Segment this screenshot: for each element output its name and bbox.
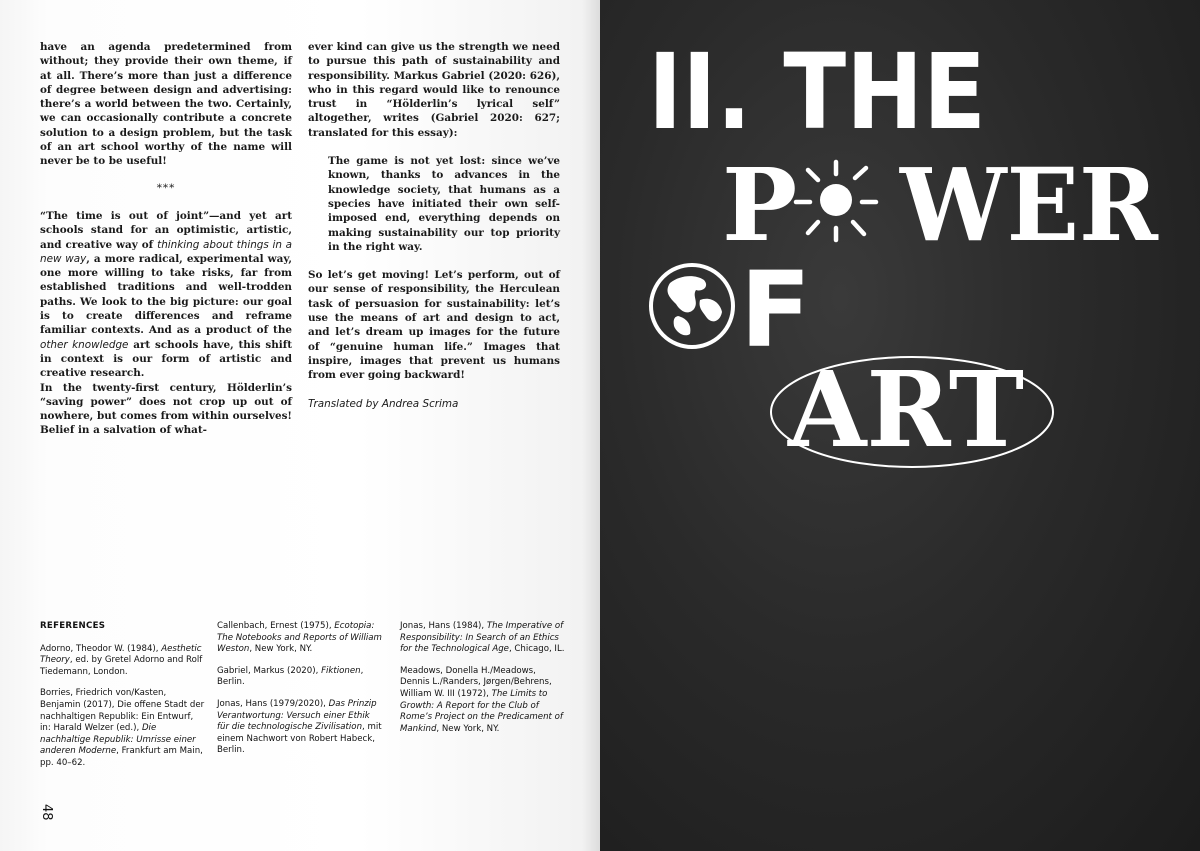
paragraph: ever kind can give us the strength we need to pursue this path of sustainability and responsibility. Markus Gabriel (2020: 626), who in this regard would like to renounce trust in “Hölderlin’s lyrical self” altogether, writes (Gabriel 2020: 627; translated for this essay): — [308, 41, 560, 139]
reference-entry: Gabriel, Markus (2020), Fiktionen, Berlin. — [217, 665, 364, 688]
title-line-3-f: F — [740, 249, 812, 371]
text-column-1 — [40, 40, 292, 438]
translator-credit: Translated by Andrea Scrima — [308, 397, 459, 410]
page-number: 48 — [39, 804, 54, 821]
text-column-2 — [308, 40, 560, 411]
references-heading: REFERENCES — [40, 621, 106, 631]
reference-entry: Meadows, Donella H./Meadows, Dennis L./Randers, Jørgen/Behrens, William W. III (1972), The Limits to Growth: A Report for the Club of Rome’s Project on the Predicament of Mankind, New York, NY. — [400, 665, 563, 734]
block-quote: The game is not yet lost: since we’ve known, thanks to advances in the knowledge society, that humans as a species have initiated their own self-imposed end, everything depends on making sustainability our top priority in the right way. — [328, 155, 560, 253]
paragraph: “The time is out of joint”—and yet art schools stand for an optimistic, artistic, and creative way of thinking about things in a new way, a more radical, experimental way, one more willing to take risks, far from established traditions and well-trodden paths. We look to the big picture: our goal is to create differences and reframe familiar contexts. And as a product of the other knowledge art schools have, this shift in context is our form of artistic and creative research. — [40, 209, 292, 380]
title-line-2-wer: WER — [899, 146, 1159, 264]
sun-icon — [796, 162, 876, 240]
reference-entry: Callenbach, Ernest (1975), Ecotopia: The Notebooks and Reports of William Weston, New York, NY. — [217, 621, 382, 655]
globe-icon — [651, 265, 733, 347]
section-divider: *** — [156, 181, 176, 194]
reference-entry: Borries, Friedrich von/Kasten, Benjamin (2017), Die offene Stadt der nachhaltigen Republik: Ein Entwurf, in: Harald Welzer (ed.), Die nachhaltige Republik: Umrisse einer anderen Moderne, Frankfurt am Main, pp. 40–62. — [40, 688, 205, 768]
title-line-4: ART — [787, 348, 1024, 471]
paragraph: So let’s get moving! Let’s perform, out of our sense of responsibility, the Herculean task of persuasion for sustainability: let’s use the means of art and design to act, and let’s dream up images for the future of “genuine human life.” Images that inspire, images that prevent us humans from ever going backward! — [308, 269, 560, 382]
paragraph: have an agenda predetermined from without; they provide their own theme, if at all. There’s more than just a difference of degree between design and advertising: there’s a world between the two. Certainly, we can occasionally contribute a concrete solution to a design problem, but the task of an art school worthy of the name will never be to be useful! — [40, 41, 292, 168]
references-column-3 — [400, 621, 565, 745]
paragraph: In the twenty-first century, Hölderlin’s “saving power” does not crop up out of nowhere, but comes from within ourselves! Belief in a salvation of what- — [40, 381, 292, 437]
reference-entry: Jonas, Hans (1984), The Imperative of Responsibility: In Search of an Ethics for the Technological Age, Chicago, IL. — [400, 621, 565, 655]
title-line-2-p: P — [722, 146, 798, 264]
title-line-1: II. THE — [648, 31, 986, 153]
right-page — [600, 0, 1200, 851]
reference-entry: Adorno, Theodor W. (1984), Aesthetic Theory, ed. by Gretel Adorno and Rolf Tiedemann, London. — [40, 643, 203, 677]
references-column-2 — [217, 621, 382, 767]
references-column-1 — [40, 621, 205, 780]
reference-entry: Jonas, Hans (1979/2020), Das Prinzip Verantwortung: Versuch einer Ethik für die technologische Zivilisation, mit einem Nachwort von Robert Habeck, Berlin. — [217, 698, 382, 756]
title-artwork — [600, 0, 1200, 851]
